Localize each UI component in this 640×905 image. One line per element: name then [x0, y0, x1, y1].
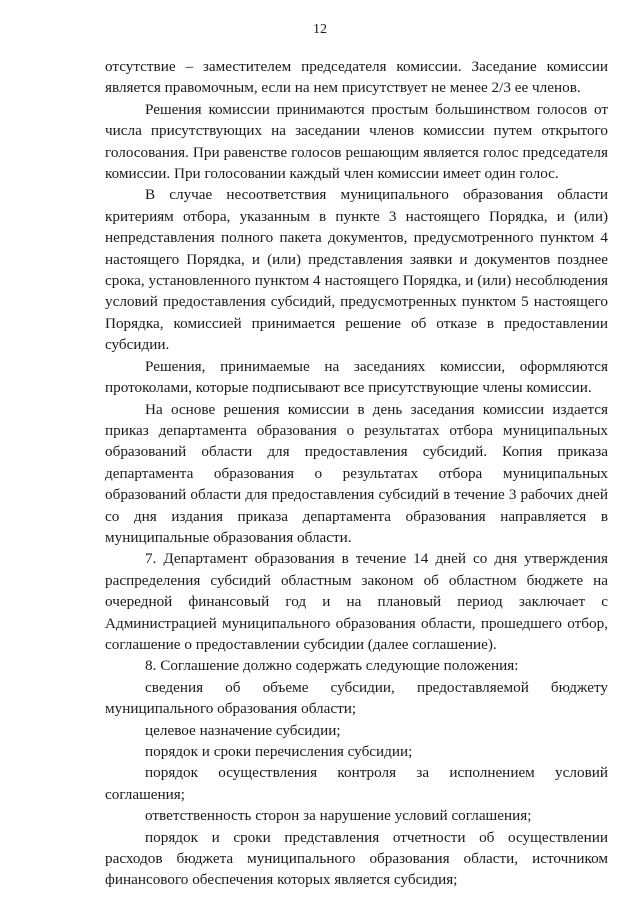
paragraph-voting-rules: Решения комиссии принимаются простым большинством голосов от числа присутствующих на заседании членов комиссии путем открытого голосования. При равенстве голосов решающим является голос председателя комиссии. При голосовании каждый член комиссии имеет один голос. [105, 100, 608, 183]
paragraph-item-7: 7. Департамент образования в течение 14 дней со дня утверждения распределения субсидий областным законом об областном бюджете на очередной финансовый год и на плановый период заключает с Администрацией муниципального образования области, прошедшего отбор, соглашение о предоставлении субсидии (далее соглашение). [105, 550, 608, 653]
list-item-responsibility: ответственность сторон за нарушение условий соглашения; [145, 807, 532, 825]
list-item-transfer-order: порядок и сроки перечисления субсидии; [145, 743, 413, 760]
document-body [105, 56, 608, 891]
paragraph-item-8: 8. Соглашение должно содержать следующие положения: [145, 657, 519, 675]
paragraph-continuation: отсутствие – заместителем председателя комиссии. Заседание комиссии является правомочным, если на нем присутствует не менее 2/3 ее членов. [105, 58, 608, 97]
list-item-reporting: порядок и сроки представления отчетности об осуществлении расходов бюджета муниципального образования области, источником финансового обеспечения которых является субсидия; [105, 828, 608, 889]
paragraph-order-results: На основе решения комиссии в день заседания комиссии издается приказ департамента образования о результатах отбора муниципальных образований области для предоставления субсидий. Копия приказа департамента образования о результатах отбора муниципальных образований области для предоставления субсидий в течение 3 рабочих дней со дня издания приказа департамента образования направляется в муниципальные образования области. [105, 400, 608, 546]
paragraph-protocols: Решения, принимаемые на заседаниях комиссии, оформляются протоколами, которые подписывают все присутствующие члены комиссии. [105, 357, 608, 397]
paragraph-refusal-conditions: В случае несоответствия муниципального образования области критериям отбора, указанным в пункте 3 настоящего Порядка, и (или) непредставления полного пакета документов, предусмотренного пунктом 4 настоящего Порядка, и (или) представления заявки и документов позднее срока, установленного пунктом 4 настоящего Порядка, и (или) несоблюдения условий предоставления субсидий, предусмотренных пунктом 5 настоящего Порядка, комиссией принимается решение об отказе в предоставлении субсидии. [105, 186, 608, 354]
list-item-control: порядок осуществления контроля за исполнением условий соглашения; [105, 764, 608, 803]
page-number: 12 [313, 22, 327, 37]
list-item-subsidy-amount: сведения об объеме субсидии, предоставляемой бюджету муниципального образования области; [105, 678, 608, 718]
list-item-purpose: целевое назначение субсидии; [145, 721, 341, 739]
